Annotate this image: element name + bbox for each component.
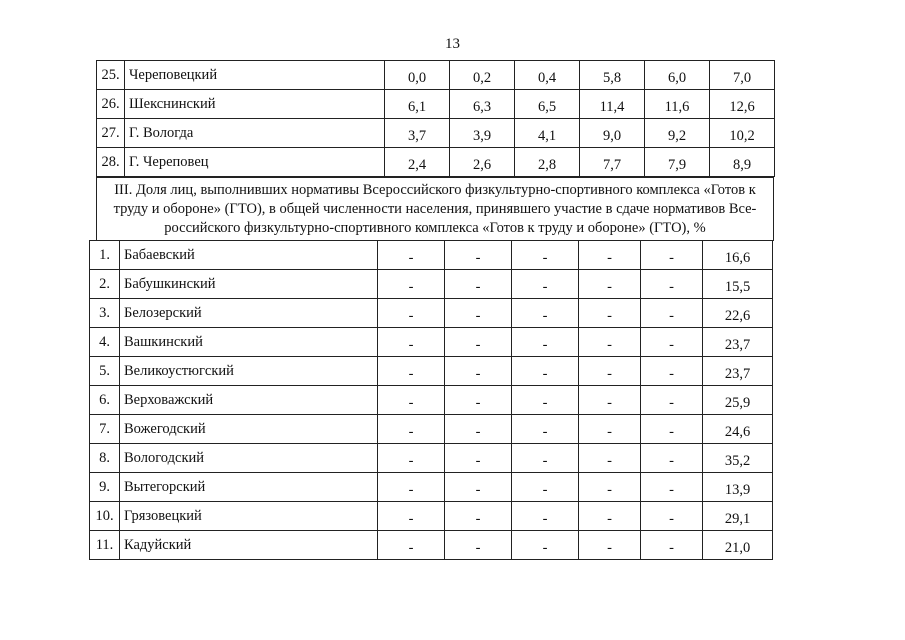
value-cell: - <box>512 531 579 560</box>
value-cell: 3,7 <box>385 119 450 148</box>
value-cell: - <box>512 299 579 328</box>
district-name: Г. Череповец <box>125 148 385 177</box>
district-name: Череповецкий <box>125 61 385 90</box>
value-cell: - <box>378 386 445 415</box>
value-cell: - <box>378 473 445 502</box>
table-row <box>90 357 773 386</box>
value-cell: 25,9 <box>703 386 773 415</box>
value-cell: 11,6 <box>645 90 710 119</box>
value-cell: - <box>641 502 703 531</box>
district-name: Грязовецкий <box>120 502 378 531</box>
value-cell: - <box>579 473 641 502</box>
row-number: 26. <box>97 90 125 119</box>
value-cell: 7,7 <box>580 148 645 177</box>
table-row <box>90 328 773 357</box>
value-cell: 5,8 <box>580 61 645 90</box>
table-row <box>90 473 773 502</box>
district-name: Вытегорский <box>120 473 378 502</box>
value-cell: 4,1 <box>515 119 580 148</box>
value-cell: - <box>445 415 512 444</box>
value-cell: 11,4 <box>580 90 645 119</box>
value-cell: - <box>445 241 512 270</box>
value-cell: - <box>579 386 641 415</box>
row-number: 11. <box>90 531 120 560</box>
value-cell: 13,9 <box>703 473 773 502</box>
page-number: 13 <box>445 36 460 52</box>
district-name: Г. Вологда <box>125 119 385 148</box>
value-cell: 21,0 <box>703 531 773 560</box>
table-row <box>90 270 773 299</box>
table-row <box>90 531 773 560</box>
value-cell: - <box>445 531 512 560</box>
row-number: 10. <box>90 502 120 531</box>
value-cell: 8,9 <box>710 148 775 177</box>
district-name: Шекснинский <box>125 90 385 119</box>
value-cell: 35,2 <box>703 444 773 473</box>
value-cell: - <box>512 444 579 473</box>
value-cell: - <box>641 328 703 357</box>
district-name: Верховажский <box>120 386 378 415</box>
value-cell: - <box>641 386 703 415</box>
value-cell: 10,2 <box>710 119 775 148</box>
value-cell: - <box>641 531 703 560</box>
value-cell: 24,6 <box>703 415 773 444</box>
value-cell: - <box>378 415 445 444</box>
value-cell: - <box>641 473 703 502</box>
value-cell: - <box>579 357 641 386</box>
value-cell: - <box>512 415 579 444</box>
value-cell: 12,6 <box>710 90 775 119</box>
value-cell: - <box>641 444 703 473</box>
value-cell: - <box>579 415 641 444</box>
value-cell: - <box>579 241 641 270</box>
value-cell: - <box>579 502 641 531</box>
value-cell: - <box>512 328 579 357</box>
value-cell: 9,2 <box>645 119 710 148</box>
district-name: Вожегодский <box>120 415 378 444</box>
value-cell: 2,8 <box>515 148 580 177</box>
table-row <box>97 90 775 119</box>
value-cell: 2,4 <box>385 148 450 177</box>
row-number: 2. <box>90 270 120 299</box>
value-cell: 6,0 <box>645 61 710 90</box>
table-row <box>90 386 773 415</box>
value-cell: - <box>445 473 512 502</box>
value-cell: 29,1 <box>703 502 773 531</box>
district-name: Бабаевский <box>120 241 378 270</box>
value-cell: - <box>579 270 641 299</box>
value-cell: - <box>445 270 512 299</box>
value-cell: 7,0 <box>710 61 775 90</box>
table-row <box>97 119 775 148</box>
value-cell: - <box>378 241 445 270</box>
table-row <box>97 61 775 90</box>
row-number: 1. <box>90 241 120 270</box>
value-cell: - <box>512 270 579 299</box>
row-number: 8. <box>90 444 120 473</box>
value-cell: - <box>512 241 579 270</box>
value-cell: 0,4 <box>515 61 580 90</box>
row-number: 9. <box>90 473 120 502</box>
district-name: Белозерский <box>120 299 378 328</box>
value-cell: - <box>378 299 445 328</box>
value-cell: - <box>641 299 703 328</box>
value-cell: - <box>579 444 641 473</box>
value-cell: 0,0 <box>385 61 450 90</box>
value-cell: - <box>378 270 445 299</box>
value-cell: - <box>445 386 512 415</box>
value-cell: 7,9 <box>645 148 710 177</box>
value-cell: - <box>445 299 512 328</box>
value-cell: 3,9 <box>450 119 515 148</box>
value-cell: 22,6 <box>703 299 773 328</box>
value-cell: - <box>579 299 641 328</box>
gto-table <box>89 240 773 560</box>
value-cell: 16,6 <box>703 241 773 270</box>
value-cell: - <box>378 328 445 357</box>
row-number: 4. <box>90 328 120 357</box>
district-name: Бабушкинский <box>120 270 378 299</box>
district-name: Вашкинский <box>120 328 378 357</box>
value-cell: - <box>512 502 579 531</box>
value-cell: - <box>378 444 445 473</box>
district-name: Вологодский <box>120 444 378 473</box>
table-row <box>97 148 775 177</box>
section-heading-table <box>96 177 774 241</box>
value-cell: - <box>579 531 641 560</box>
value-cell: - <box>445 444 512 473</box>
value-cell: - <box>378 531 445 560</box>
table-row <box>90 241 773 270</box>
row-number: 7. <box>90 415 120 444</box>
table-row <box>90 415 773 444</box>
district-name: Кадуйский <box>120 531 378 560</box>
value-cell: - <box>579 328 641 357</box>
row-number: 5. <box>90 357 120 386</box>
value-cell: 6,3 <box>450 90 515 119</box>
table-row <box>90 502 773 531</box>
value-cell: 2,6 <box>450 148 515 177</box>
table-row <box>90 299 773 328</box>
value-cell: 23,7 <box>703 357 773 386</box>
value-cell: - <box>641 415 703 444</box>
value-cell: - <box>512 357 579 386</box>
value-cell: - <box>378 357 445 386</box>
value-cell: - <box>445 357 512 386</box>
value-cell: 9,0 <box>580 119 645 148</box>
value-cell: - <box>378 502 445 531</box>
row-number: 27. <box>97 119 125 148</box>
value-cell: - <box>445 502 512 531</box>
value-cell: 0,2 <box>450 61 515 90</box>
value-cell: - <box>512 386 579 415</box>
table-row <box>90 444 773 473</box>
value-cell: - <box>445 328 512 357</box>
indicator-table-continued <box>96 60 775 177</box>
row-number: 25. <box>97 61 125 90</box>
value-cell: - <box>641 270 703 299</box>
row-number: 6. <box>90 386 120 415</box>
value-cell: 6,1 <box>385 90 450 119</box>
row-number: 28. <box>97 148 125 177</box>
value-cell: - <box>641 357 703 386</box>
value-cell: 15,5 <box>703 270 773 299</box>
value-cell: 23,7 <box>703 328 773 357</box>
district-name: Великоустюгский <box>120 357 378 386</box>
value-cell: - <box>512 473 579 502</box>
row-number: 3. <box>90 299 120 328</box>
section-heading: III. Доля лиц, выполнивших нормативы Всероссийского физкультурно-спортивного комплекса «Готов к труду и обороне» (ГТО), в общей численности населения, принявшего участие в сдаче нормативов Все-российского физкультурно-спортивного комплекса «Готов к труду и обороне» (ГТО), % <box>97 178 774 241</box>
value-cell: - <box>641 241 703 270</box>
value-cell: 6,5 <box>515 90 580 119</box>
